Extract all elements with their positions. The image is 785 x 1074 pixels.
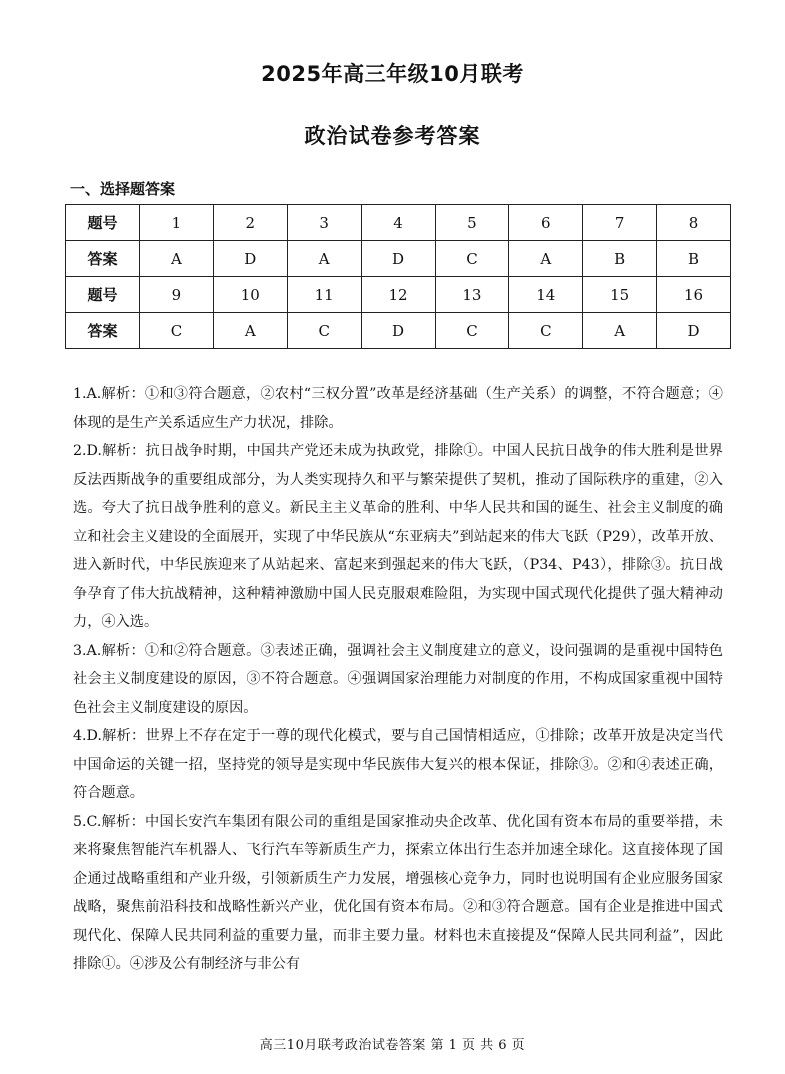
- table-cell: D: [361, 313, 435, 349]
- table-cell: C: [435, 241, 509, 277]
- table-cell: D: [361, 241, 435, 277]
- explanations: [73, 380, 723, 979]
- table-row: [66, 205, 731, 241]
- table-row: [66, 313, 731, 349]
- table-cell: 13: [435, 277, 509, 313]
- table-cell: C: [140, 313, 214, 349]
- table-cell: 11: [287, 277, 361, 313]
- table-cell: 14: [509, 277, 583, 313]
- row-label: 题号: [66, 277, 140, 313]
- table-cell: C: [509, 313, 583, 349]
- table-cell: D: [213, 241, 287, 277]
- table-cell: 5: [435, 205, 509, 241]
- table-cell: 10: [213, 277, 287, 313]
- table-cell: 9: [140, 277, 214, 313]
- explanation-5: 5.C.解析：中国长安汽车集团有限公司的重组是国家推动央企改革、优化国有资本布局的重要举措，未来将聚焦智能汽车机器人、飞行汽车等新质生产力，探索立体出行生态并加速全球化。这直接体现了国企通过战略重组和产业升级，引领新质生产力发展，增强核心竞争力，同时也说明国有企业应服务国家战略，聚焦前沿科技和战略性新兴产业，优化国有资本布局。②和③符合题意。国有企业是推进中国式现代化、保障人民共同利益的重要力量，而非主要力量。材料也未直接提及“保障人民共同利益”，因此排除①。④涉及公有制经济与非公有: [73, 813, 723, 972]
- section-heading: 一、选择题答案: [70, 180, 176, 198]
- table-cell: B: [657, 241, 731, 277]
- table-cell: 8: [657, 205, 731, 241]
- table-cell: B: [583, 241, 657, 277]
- table-row: [66, 277, 731, 313]
- table-cell: 2: [213, 205, 287, 241]
- explanation-3: 3.A.解析：①和②符合题意。③表述正确，强调社会主义制度建立的意义，设问强调的是重视中国特色社会主义制度建设的原因，③不符合题意。④强调国家治理能力对制度的作用，不构成国家重视中国特色社会主义制度建设的原因。: [73, 642, 723, 716]
- row-label: 答案: [66, 241, 140, 277]
- table-cell: A: [287, 241, 361, 277]
- document-title: 2025年高三年级10月联考: [261, 62, 524, 86]
- row-label: 答案: [66, 313, 140, 349]
- explanation-2: 2.D.解析：抗日战争时期，中国共产党还未成为执政党，排除①。中国人民抗日战争的伟大胜利是世界反法西斯战争的重要组成部分，为人类实现持久和平与繁荣提供了契机，推动了国际秩序的重建，②入选。夸大了抗日战争胜利的意义。新民主主义革命的胜利、中华人民共和国的诞生、社会主义制度的确立和社会主义建设的全面展开，实现了中华民族从“东亚病夫”到站起来的伟大飞跃（P29），改革开放、进入新时代，中华民族迎来了从站起来、富起来到强起来的伟大飞跃，（P34、P43），排除③。抗日战争孕育了伟大抗战精神，这种精神激励中国人民克服艰难险阻，为实现中国式现代化提供了强大精神动力，④入选。: [73, 443, 723, 630]
- table-cell: 1: [140, 205, 214, 241]
- table-cell: 6: [509, 205, 583, 241]
- table-cell: A: [583, 313, 657, 349]
- table-cell: 12: [361, 277, 435, 313]
- table-cell: 15: [583, 277, 657, 313]
- table-cell: A: [213, 313, 287, 349]
- explanation-1: 1.A.解析：①和③符合题意，②农村“三权分置”改革是经济基础（生产关系）的调整，不符合题意；④体现的是生产关系适应生产力状况，排除。: [73, 386, 723, 431]
- table-cell: C: [287, 313, 361, 349]
- table-cell: A: [140, 241, 214, 277]
- document-subtitle: 政治试卷参考答案: [304, 124, 481, 148]
- table-row: [66, 241, 731, 277]
- table-cell: A: [509, 241, 583, 277]
- table-cell: D: [657, 313, 731, 349]
- table-cell: 7: [583, 205, 657, 241]
- page-footer: 高三10月联考政治试卷答案 第 1 页 共 6 页: [259, 1038, 526, 1053]
- explanation-4: 4.D.解析：世界上不存在定于一尊的现代化模式，要与自己国情相适应，①排除；改革开放是决定当代中国命运的关键一招，坚持党的领导是实现中华民族伟大复兴的根本保证，排除③。②和④表述正确，符合题意。: [73, 728, 723, 801]
- table-cell: 4: [361, 205, 435, 241]
- table-cell: C: [435, 313, 509, 349]
- row-label: 题号: [66, 205, 140, 241]
- table-cell: 3: [287, 205, 361, 241]
- table-cell: 16: [657, 277, 731, 313]
- answer-table: [65, 204, 731, 349]
